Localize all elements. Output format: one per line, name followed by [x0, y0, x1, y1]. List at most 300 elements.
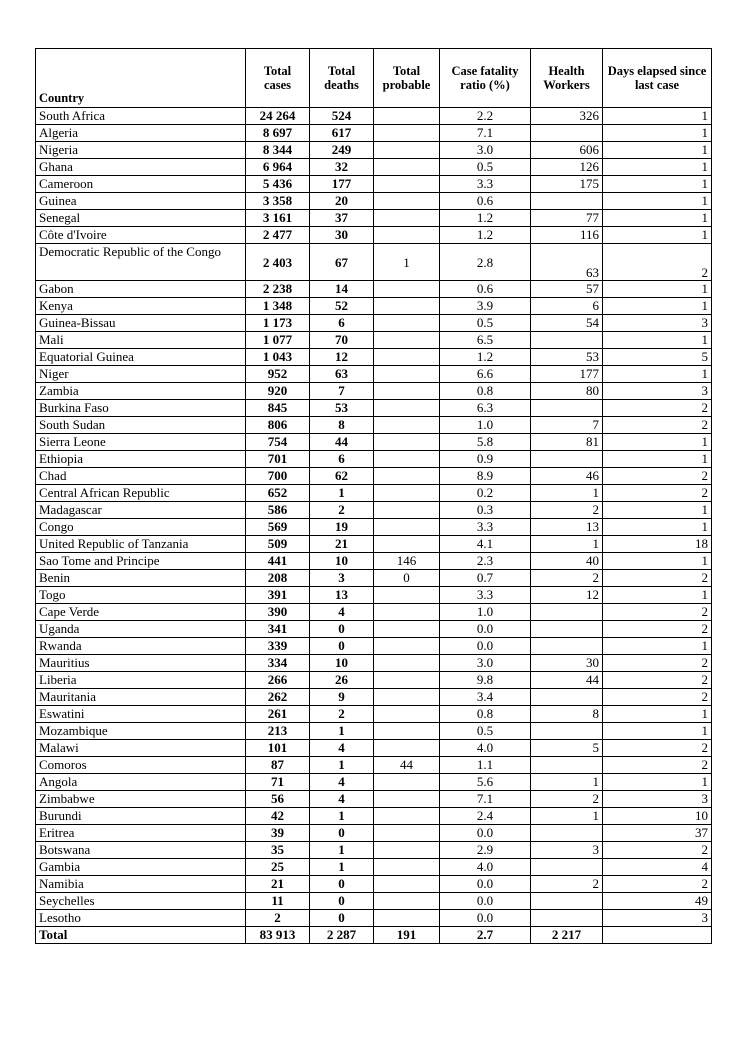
health-workers-cell: 44 — [531, 672, 603, 689]
total-cases-cell: 56 — [246, 791, 310, 808]
total-deaths-cell: 30 — [310, 227, 374, 244]
total-cases-cell: 920 — [246, 383, 310, 400]
total-probable-cell: 44 — [374, 757, 440, 774]
days-elapsed-cell: 2 — [603, 689, 712, 706]
table-row — [36, 876, 712, 893]
country-cell: Burkina Faso — [36, 400, 246, 417]
country-cell: Mali — [36, 332, 246, 349]
days-elapsed-cell: 1 — [603, 723, 712, 740]
case-fatality-cell: 3.0 — [440, 655, 531, 672]
country-cell: Uganda — [36, 621, 246, 638]
days-elapsed-cell: 1 — [603, 193, 712, 210]
total-probable-cell — [374, 383, 440, 400]
days-elapsed-cell: 1 — [603, 210, 712, 227]
table-row — [36, 502, 712, 519]
total-probable-cell — [374, 706, 440, 723]
country-cell: Chad — [36, 468, 246, 485]
total-case-fatality-cell: 2.7 — [440, 927, 531, 944]
total-deaths-cell: 1 — [310, 842, 374, 859]
total-deaths-cell: 70 — [310, 332, 374, 349]
total-deaths-cell: 6 — [310, 451, 374, 468]
table-row — [36, 332, 712, 349]
table-row — [36, 244, 712, 281]
case-fatality-cell: 3.3 — [440, 519, 531, 536]
total-probable-cell — [374, 893, 440, 910]
table-row — [36, 281, 712, 298]
country-cell: Niger — [36, 366, 246, 383]
table-row — [36, 125, 712, 142]
table-row — [36, 315, 712, 332]
country-cell: Democratic Republic of the Congo — [36, 244, 246, 281]
health-workers-cell: 1 — [531, 808, 603, 825]
total-cases-cell: 261 — [246, 706, 310, 723]
health-workers-cell: 46 — [531, 468, 603, 485]
total-deaths-cell: 13 — [310, 587, 374, 604]
country-cell: Sao Tome and Principe — [36, 553, 246, 570]
total-cases-cell: 806 — [246, 417, 310, 434]
country-cell: Comoros — [36, 757, 246, 774]
total-probable-cell — [374, 825, 440, 842]
health-workers-cell: 175 — [531, 176, 603, 193]
health-workers-cell: 2 — [531, 570, 603, 587]
total-cases-cell: 35 — [246, 842, 310, 859]
total-cases-cell: 71 — [246, 774, 310, 791]
health-workers-cell: 12 — [531, 587, 603, 604]
total-deaths-cell: 8 — [310, 417, 374, 434]
total-probable-cell — [374, 227, 440, 244]
total-total-cases-cell: 83 913 — [246, 927, 310, 944]
days-elapsed-cell: 5 — [603, 349, 712, 366]
country-cell: Eritrea — [36, 825, 246, 842]
case-fatality-cell: 0.0 — [440, 825, 531, 842]
health-workers-cell: 80 — [531, 383, 603, 400]
total-probable-cell — [374, 808, 440, 825]
total-probable-cell: 1 — [374, 244, 440, 281]
table-row — [36, 176, 712, 193]
country-cell: Togo — [36, 587, 246, 604]
country-cell: Guinea-Bissau — [36, 315, 246, 332]
table-row — [36, 349, 712, 366]
case-fatality-cell: 0.0 — [440, 638, 531, 655]
country-cell: Côte d'Ivoire — [36, 227, 246, 244]
case-fatality-cell: 0.8 — [440, 706, 531, 723]
days-elapsed-cell: 2 — [603, 417, 712, 434]
health-workers-cell: 40 — [531, 553, 603, 570]
total-deaths-cell: 0 — [310, 910, 374, 927]
total-deaths-cell: 4 — [310, 604, 374, 621]
days-elapsed-cell: 1 — [603, 366, 712, 383]
days-elapsed-cell: 2 — [603, 244, 712, 281]
total-cases-cell: 339 — [246, 638, 310, 655]
total-total-deaths-cell: 2 287 — [310, 927, 374, 944]
days-elapsed-cell: 2 — [603, 842, 712, 859]
table-row — [36, 893, 712, 910]
table-body — [36, 108, 712, 944]
total-deaths-cell: 63 — [310, 366, 374, 383]
country-cell: Madagascar — [36, 502, 246, 519]
health-workers-cell — [531, 859, 603, 876]
total-deaths-cell: 21 — [310, 536, 374, 553]
days-elapsed-cell: 2 — [603, 400, 712, 417]
total-probable-cell — [374, 417, 440, 434]
country-cell: South Africa — [36, 108, 246, 125]
total-cases-cell: 5 436 — [246, 176, 310, 193]
total-days-elapsed-cell — [603, 927, 712, 944]
header-total-probable: Total probable — [374, 49, 440, 108]
health-workers-cell: 1 — [531, 536, 603, 553]
country-cell: Mozambique — [36, 723, 246, 740]
country-cell: Seychelles — [36, 893, 246, 910]
total-cases-cell: 8 344 — [246, 142, 310, 159]
total-cases-cell: 42 — [246, 808, 310, 825]
days-elapsed-cell: 3 — [603, 910, 712, 927]
total-cases-cell: 341 — [246, 621, 310, 638]
case-fatality-cell: 6.5 — [440, 332, 531, 349]
days-elapsed-cell: 49 — [603, 893, 712, 910]
table-row — [36, 142, 712, 159]
country-cell: Nigeria — [36, 142, 246, 159]
health-workers-cell: 2 — [531, 502, 603, 519]
days-elapsed-cell: 2 — [603, 604, 712, 621]
total-probable-cell — [374, 842, 440, 859]
country-cell: Rwanda — [36, 638, 246, 655]
total-deaths-cell: 524 — [310, 108, 374, 125]
total-cases-cell: 569 — [246, 519, 310, 536]
total-probable-cell — [374, 791, 440, 808]
total-deaths-cell: 0 — [310, 621, 374, 638]
total-deaths-cell: 177 — [310, 176, 374, 193]
total-deaths-cell: 67 — [310, 244, 374, 281]
total-probable-cell — [374, 315, 440, 332]
case-fatality-cell: 2.9 — [440, 842, 531, 859]
table-row — [36, 519, 712, 536]
total-probable-cell — [374, 536, 440, 553]
table-row — [36, 638, 712, 655]
days-elapsed-cell: 2 — [603, 570, 712, 587]
total-probable-cell — [374, 485, 440, 502]
total-deaths-cell: 3 — [310, 570, 374, 587]
case-fatality-cell: 3.0 — [440, 142, 531, 159]
case-fatality-cell: 9.8 — [440, 672, 531, 689]
total-cases-cell: 101 — [246, 740, 310, 757]
total-probable-cell — [374, 108, 440, 125]
total-probable-cell — [374, 604, 440, 621]
health-workers-cell — [531, 825, 603, 842]
total-probable-cell — [374, 468, 440, 485]
total-probable-cell — [374, 159, 440, 176]
table-row — [36, 536, 712, 553]
total-cases-cell: 334 — [246, 655, 310, 672]
country-cell: Guinea — [36, 193, 246, 210]
case-fatality-cell: 3.3 — [440, 587, 531, 604]
country-cell: Senegal — [36, 210, 246, 227]
table-row — [36, 808, 712, 825]
days-elapsed-cell: 2 — [603, 621, 712, 638]
health-workers-cell: 77 — [531, 210, 603, 227]
days-elapsed-cell: 1 — [603, 587, 712, 604]
country-cell: Congo — [36, 519, 246, 536]
total-probable-cell — [374, 332, 440, 349]
case-fatality-cell: 4.0 — [440, 859, 531, 876]
days-elapsed-cell: 1 — [603, 519, 712, 536]
total-cases-cell: 3 358 — [246, 193, 310, 210]
total-probable-cell — [374, 655, 440, 672]
total-deaths-cell: 7 — [310, 383, 374, 400]
covid-cases-table — [35, 48, 712, 944]
health-workers-cell: 116 — [531, 227, 603, 244]
total-cases-cell: 700 — [246, 468, 310, 485]
case-fatality-cell: 4.0 — [440, 740, 531, 757]
case-fatality-cell: 6.6 — [440, 366, 531, 383]
total-cases-cell: 2 238 — [246, 281, 310, 298]
total-cases-cell: 1 173 — [246, 315, 310, 332]
days-elapsed-cell: 1 — [603, 774, 712, 791]
health-workers-cell — [531, 910, 603, 927]
total-probable-cell: 0 — [374, 570, 440, 587]
case-fatality-cell: 7.1 — [440, 125, 531, 142]
total-cases-cell: 390 — [246, 604, 310, 621]
case-fatality-cell: 5.6 — [440, 774, 531, 791]
health-workers-cell — [531, 638, 603, 655]
total-deaths-cell: 52 — [310, 298, 374, 315]
total-probable-cell — [374, 502, 440, 519]
case-fatality-cell: 0.3 — [440, 502, 531, 519]
total-probable-cell — [374, 451, 440, 468]
total-probable-cell — [374, 193, 440, 210]
country-cell: United Republic of Tanzania — [36, 536, 246, 553]
days-elapsed-cell: 10 — [603, 808, 712, 825]
health-workers-cell: 54 — [531, 315, 603, 332]
total-deaths-cell: 1 — [310, 859, 374, 876]
days-elapsed-cell: 4 — [603, 859, 712, 876]
health-workers-cell — [531, 893, 603, 910]
total-probable-cell — [374, 910, 440, 927]
days-elapsed-cell: 1 — [603, 638, 712, 655]
health-workers-cell: 63 — [531, 244, 603, 281]
total-deaths-cell: 19 — [310, 519, 374, 536]
table-row — [36, 383, 712, 400]
days-elapsed-cell: 1 — [603, 142, 712, 159]
total-deaths-cell: 53 — [310, 400, 374, 417]
days-elapsed-cell: 2 — [603, 468, 712, 485]
total-cases-cell: 3 161 — [246, 210, 310, 227]
days-elapsed-cell: 1 — [603, 502, 712, 519]
country-cell: Liberia — [36, 672, 246, 689]
header-days-elapsed: Days elapsed since last case — [603, 49, 712, 108]
country-cell: Cape Verde — [36, 604, 246, 621]
header-case-fatality-ratio: Case fatality ratio (%) — [440, 49, 531, 108]
table-row — [36, 227, 712, 244]
case-fatality-cell: 0.7 — [440, 570, 531, 587]
total-probable-cell — [374, 723, 440, 740]
case-fatality-cell: 2.8 — [440, 244, 531, 281]
table-row — [36, 417, 712, 434]
health-workers-cell — [531, 193, 603, 210]
total-deaths-cell: 2 — [310, 706, 374, 723]
table-row — [36, 570, 712, 587]
total-health-workers-cell: 2 217 — [531, 927, 603, 944]
health-workers-cell — [531, 125, 603, 142]
country-cell: Kenya — [36, 298, 246, 315]
table-row — [36, 859, 712, 876]
health-workers-cell — [531, 400, 603, 417]
case-fatality-cell: 1.1 — [440, 757, 531, 774]
total-cases-cell: 845 — [246, 400, 310, 417]
health-workers-cell: 606 — [531, 142, 603, 159]
days-elapsed-cell: 1 — [603, 159, 712, 176]
header-total-deaths: Total deaths — [310, 49, 374, 108]
header-health-workers: Health Workers — [531, 49, 603, 108]
case-fatality-cell: 0.6 — [440, 193, 531, 210]
total-probable-cell — [374, 349, 440, 366]
country-cell: Mauritius — [36, 655, 246, 672]
days-elapsed-cell: 2 — [603, 740, 712, 757]
header-row — [36, 49, 712, 108]
total-cases-cell: 1 043 — [246, 349, 310, 366]
table-row — [36, 193, 712, 210]
days-elapsed-cell: 2 — [603, 757, 712, 774]
country-cell: Namibia — [36, 876, 246, 893]
total-deaths-cell: 0 — [310, 638, 374, 655]
total-probable-cell — [374, 142, 440, 159]
total-cases-cell: 441 — [246, 553, 310, 570]
table-row — [36, 774, 712, 791]
total-deaths-cell: 1 — [310, 723, 374, 740]
table-row — [36, 298, 712, 315]
table-row — [36, 108, 712, 125]
case-fatality-cell: 0.0 — [440, 910, 531, 927]
total-deaths-cell: 26 — [310, 672, 374, 689]
table-row — [36, 210, 712, 227]
health-workers-cell: 3 — [531, 842, 603, 859]
country-cell: Zambia — [36, 383, 246, 400]
header-country: Country — [36, 49, 246, 108]
health-workers-cell: 2 — [531, 876, 603, 893]
country-cell: Lesotho — [36, 910, 246, 927]
total-deaths-cell: 10 — [310, 553, 374, 570]
case-fatality-cell: 3.3 — [440, 176, 531, 193]
header-total-cases: Total cases — [246, 49, 310, 108]
health-workers-cell: 13 — [531, 519, 603, 536]
total-deaths-cell: 1 — [310, 757, 374, 774]
total-deaths-cell: 12 — [310, 349, 374, 366]
case-fatality-cell: 6.3 — [440, 400, 531, 417]
total-deaths-cell: 2 — [310, 502, 374, 519]
case-fatality-cell: 1.2 — [440, 349, 531, 366]
total-cases-cell: 266 — [246, 672, 310, 689]
table-row — [36, 706, 712, 723]
total-probable-cell — [374, 638, 440, 655]
country-cell: Benin — [36, 570, 246, 587]
table-row — [36, 587, 712, 604]
total-probable-cell — [374, 366, 440, 383]
country-cell: Zimbabwe — [36, 791, 246, 808]
total-cases-cell: 24 264 — [246, 108, 310, 125]
country-cell: Eswatini — [36, 706, 246, 723]
case-fatality-cell: 0.2 — [440, 485, 531, 502]
total-deaths-cell: 10 — [310, 655, 374, 672]
case-fatality-cell: 0.0 — [440, 621, 531, 638]
total-cases-cell: 208 — [246, 570, 310, 587]
table-row — [36, 604, 712, 621]
total-probable-cell — [374, 774, 440, 791]
days-elapsed-cell: 1 — [603, 706, 712, 723]
total-probable-cell — [374, 281, 440, 298]
total-probable-cell — [374, 176, 440, 193]
total-probable-cell — [374, 210, 440, 227]
health-workers-cell: 1 — [531, 485, 603, 502]
total-probable-cell — [374, 621, 440, 638]
table-row — [36, 842, 712, 859]
total-cases-cell: 1 348 — [246, 298, 310, 315]
total-cases-cell: 39 — [246, 825, 310, 842]
days-elapsed-cell: 1 — [603, 553, 712, 570]
total-deaths-cell: 20 — [310, 193, 374, 210]
country-cell: Sierra Leone — [36, 434, 246, 451]
total-cases-cell: 754 — [246, 434, 310, 451]
total-probable-cell — [374, 400, 440, 417]
country-cell: Central African Republic — [36, 485, 246, 502]
days-elapsed-cell: 3 — [603, 791, 712, 808]
total-cases-cell: 652 — [246, 485, 310, 502]
days-elapsed-cell: 1 — [603, 176, 712, 193]
health-workers-cell: 2 — [531, 791, 603, 808]
total-probable-cell — [374, 125, 440, 142]
total-cases-cell: 21 — [246, 876, 310, 893]
case-fatality-cell: 1.2 — [440, 227, 531, 244]
health-workers-cell: 8 — [531, 706, 603, 723]
case-fatality-cell: 1.0 — [440, 417, 531, 434]
total-cases-cell: 2 — [246, 910, 310, 927]
days-elapsed-cell: 1 — [603, 281, 712, 298]
table-row — [36, 655, 712, 672]
case-fatality-cell: 0.0 — [440, 876, 531, 893]
table-row — [36, 723, 712, 740]
health-workers-cell: 326 — [531, 108, 603, 125]
total-deaths-cell: 37 — [310, 210, 374, 227]
table-row — [36, 366, 712, 383]
case-fatality-cell: 3.9 — [440, 298, 531, 315]
total-deaths-cell: 617 — [310, 125, 374, 142]
country-cell: Gabon — [36, 281, 246, 298]
case-fatality-cell: 2.2 — [440, 108, 531, 125]
table-row — [36, 740, 712, 757]
table-row — [36, 825, 712, 842]
health-workers-cell — [531, 689, 603, 706]
health-workers-cell: 7 — [531, 417, 603, 434]
table-row — [36, 689, 712, 706]
case-fatality-cell: 2.3 — [440, 553, 531, 570]
health-workers-cell — [531, 757, 603, 774]
country-cell: Cameroon — [36, 176, 246, 193]
table-row — [36, 553, 712, 570]
total-deaths-cell: 0 — [310, 876, 374, 893]
total-cases-cell: 586 — [246, 502, 310, 519]
days-elapsed-cell: 3 — [603, 315, 712, 332]
country-cell: Mauritania — [36, 689, 246, 706]
table-row — [36, 757, 712, 774]
table-row — [36, 159, 712, 176]
total-cases-cell: 2 403 — [246, 244, 310, 281]
total-cases-cell: 509 — [246, 536, 310, 553]
days-elapsed-cell: 3 — [603, 383, 712, 400]
total-deaths-cell: 4 — [310, 791, 374, 808]
total-deaths-cell: 4 — [310, 740, 374, 757]
days-elapsed-cell: 2 — [603, 485, 712, 502]
table-row — [36, 485, 712, 502]
total-cases-cell: 213 — [246, 723, 310, 740]
total-probable-cell — [374, 689, 440, 706]
